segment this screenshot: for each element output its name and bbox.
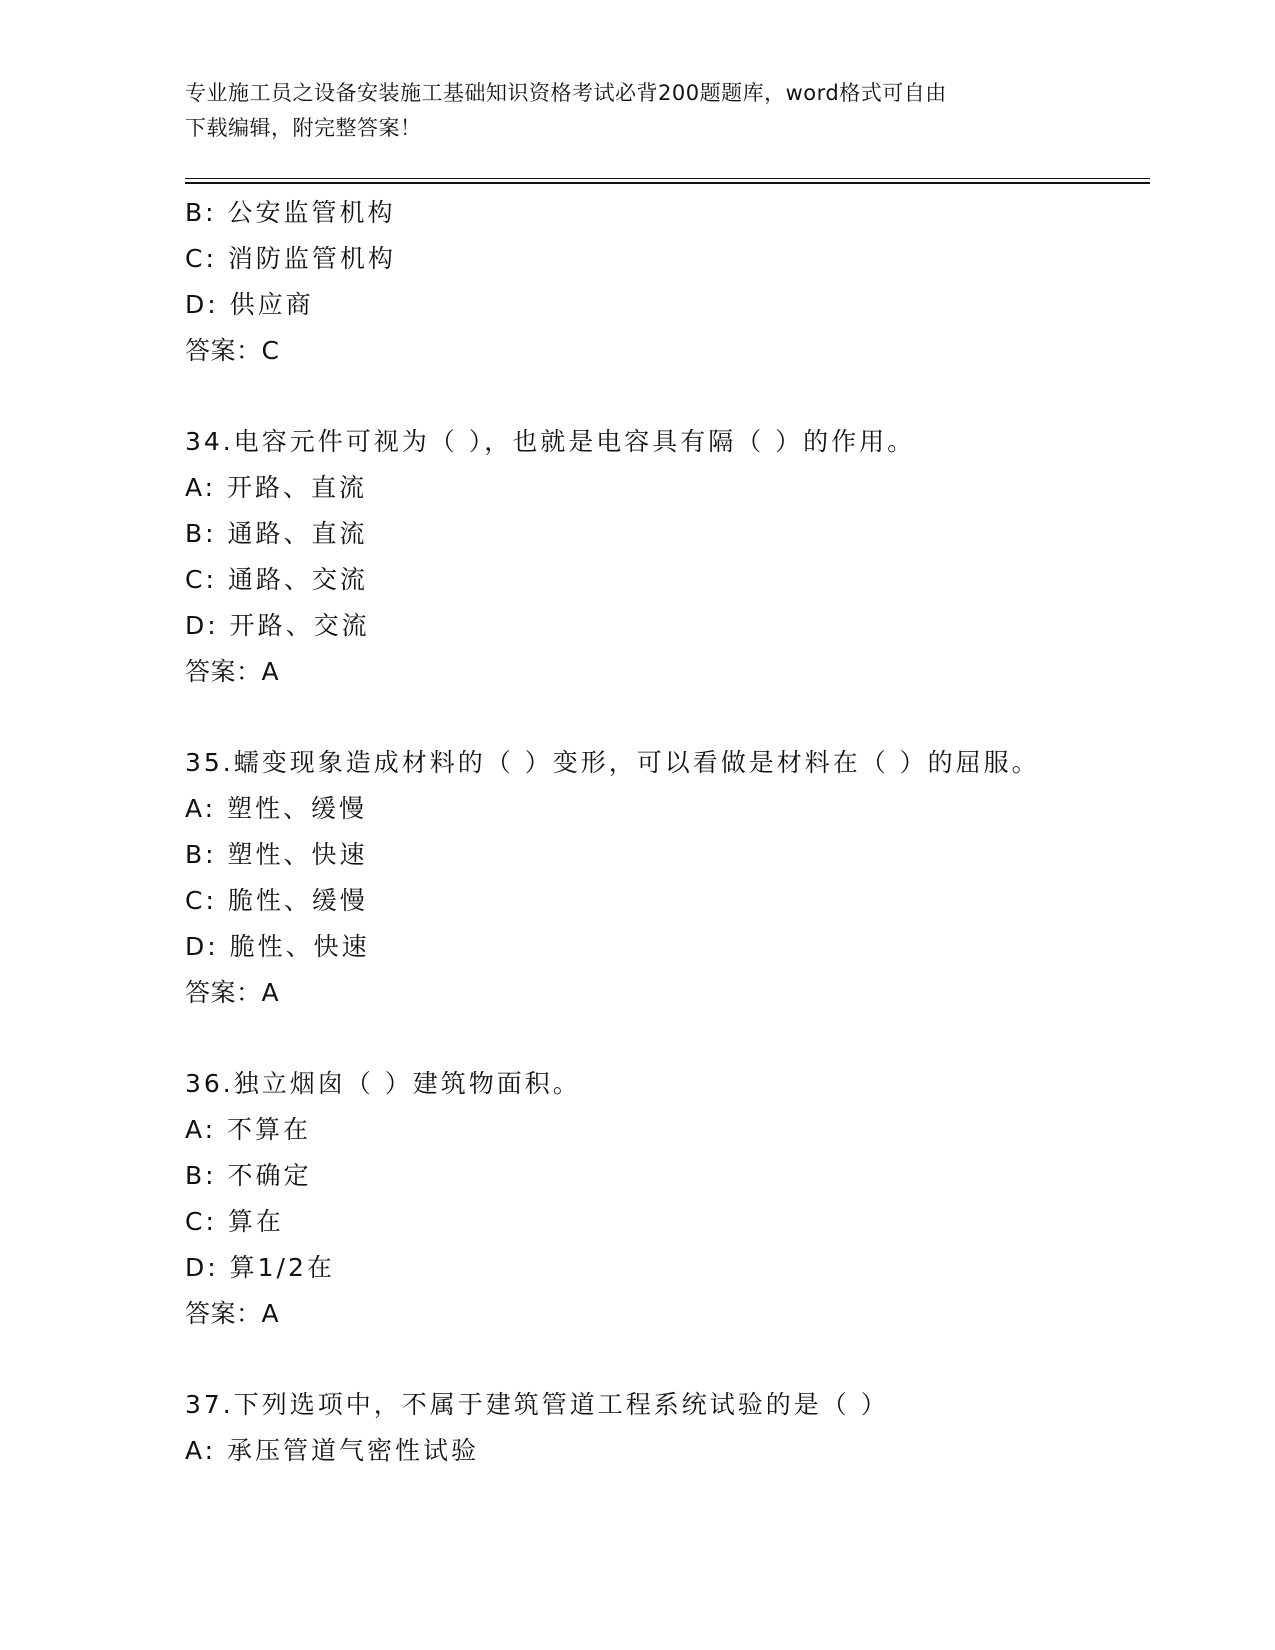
question-stem: 35.蠕变现象造成材料的（ ）变形，可以看做是材料在（ ）的屈服。 bbox=[185, 748, 1040, 777]
option-b: B: 通路、直流 bbox=[185, 519, 368, 548]
header-divider-thin bbox=[185, 178, 1150, 179]
option-a: A: 不算在 bbox=[185, 1115, 312, 1144]
option-b: B: 不确定 bbox=[185, 1161, 312, 1190]
option-c: C: 通路、交流 bbox=[185, 565, 368, 594]
option-d: D: 开路、交流 bbox=[185, 611, 370, 640]
question-stem: 34.电容元件可视为（ ），也就是电容具有隔（ ）的作用。 bbox=[185, 427, 916, 456]
option-d: D: 算1/2在 bbox=[185, 1253, 335, 1282]
spacer bbox=[185, 1016, 1145, 1061]
question-block-34 bbox=[185, 419, 1145, 695]
option-a: A: 塑性、缓慢 bbox=[185, 794, 368, 823]
option-b: B: 塑性、快速 bbox=[185, 840, 368, 869]
answer-line: 答案：C bbox=[185, 336, 280, 365]
answer-line: 答案：A bbox=[185, 1299, 280, 1328]
option-d: D: 脆性、快速 bbox=[185, 932, 370, 961]
option-c: C: 算在 bbox=[185, 1207, 284, 1236]
question-block-37 bbox=[185, 1382, 1145, 1474]
option-a: A: 承压管道气密性试验 bbox=[185, 1436, 480, 1465]
option-a: A: 开路、直流 bbox=[185, 473, 368, 502]
option-c: C: 消防监管机构 bbox=[185, 244, 396, 273]
question-block-35 bbox=[185, 740, 1145, 1016]
document-header bbox=[185, 76, 1085, 146]
option-b: B: 公安监管机构 bbox=[185, 198, 396, 227]
answer-line: 答案：A bbox=[185, 978, 280, 1007]
header-divider-thick bbox=[185, 182, 1150, 184]
spacer bbox=[185, 1337, 1145, 1382]
question-stem: 37.下列选项中，不属于建筑管道工程系统试验的是（ ） bbox=[185, 1390, 889, 1419]
option-d: D: 供应商 bbox=[185, 290, 314, 319]
question-stem: 36.独立烟囱（ ）建筑物面积。 bbox=[185, 1069, 581, 1098]
header-line-1: 专业施工员之设备安装施工基础知识资格考试必背200题题库，word格式可自由 bbox=[185, 81, 947, 105]
question-list bbox=[185, 190, 1145, 1474]
question-block-36 bbox=[185, 1061, 1145, 1337]
spacer bbox=[185, 695, 1145, 740]
option-c: C: 脆性、缓慢 bbox=[185, 886, 368, 915]
answer-line: 答案：A bbox=[185, 657, 280, 686]
question-block-33-continued bbox=[185, 190, 1145, 374]
spacer bbox=[185, 374, 1145, 419]
header-line-2: 下载编辑，附完整答案！ bbox=[185, 116, 422, 140]
